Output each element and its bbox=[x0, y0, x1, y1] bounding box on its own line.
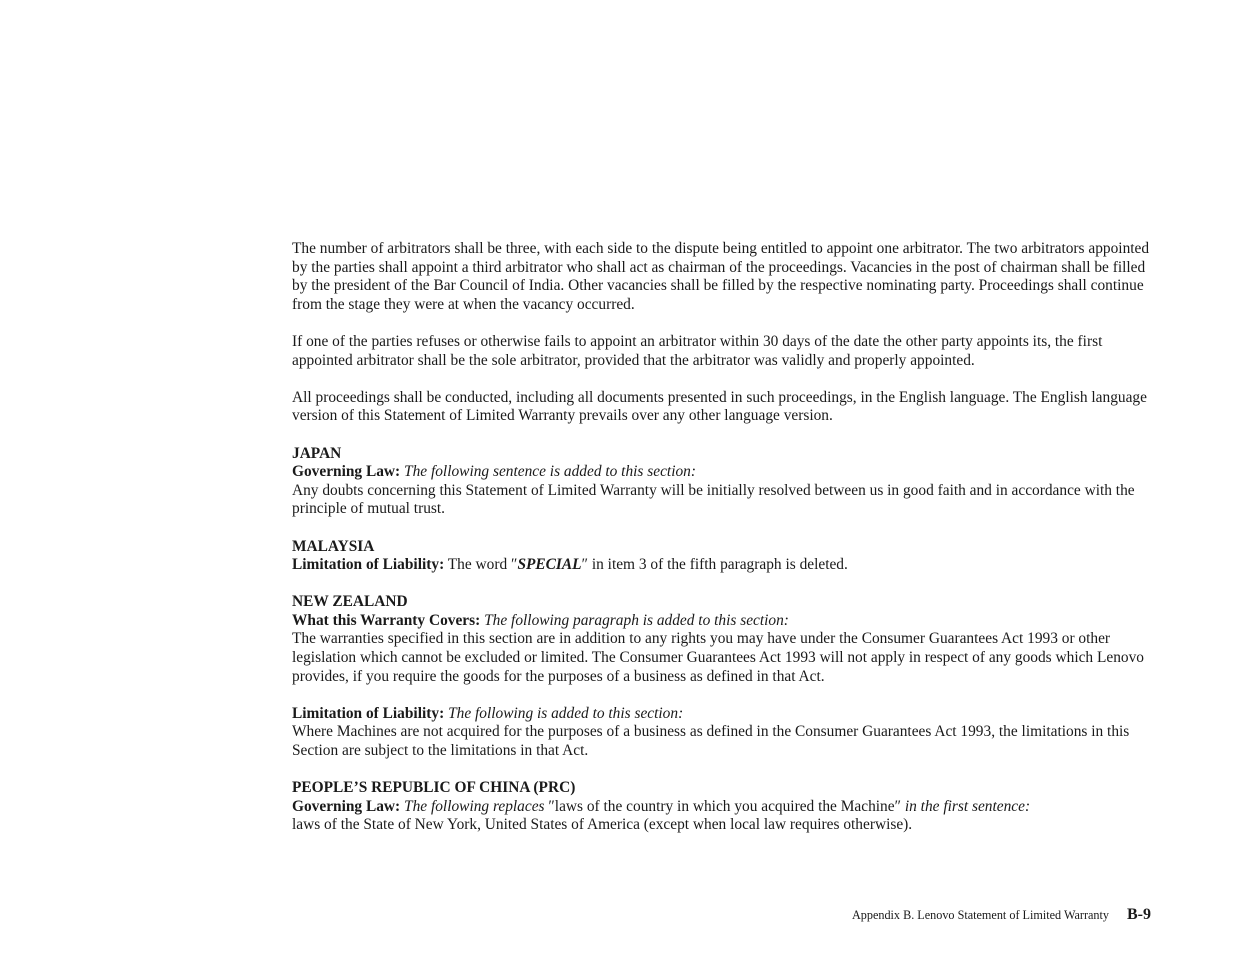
japan-governing-law bbox=[292, 463, 1152, 482]
malaysia-text-after: ″ in item 3 of the fifth paragraph is deleted. bbox=[581, 556, 848, 574]
japan-heading: JAPAN bbox=[292, 444, 342, 462]
malaysia-emphasis: SPECIAL bbox=[517, 556, 582, 574]
language-paragraph: All proceedings shall be conducted, including all documents presented in such proceedings, in the English language. The English language version of this Statement of Limited Warranty prevails over any other language version. bbox=[292, 388, 1147, 425]
nz-text-1: The warranties specified in this section are in addition to any rights you may have under the Consumer Guarantees Act 1993 or other legislation which cannot be excluded or limited. The Consumer Guarantees Act 1993 will not apply in respect of any goods which Lenovo provides, if you require the goods for the purposes of a business as defined in that Act. bbox=[292, 630, 1144, 685]
nz-text-2: Where Machines are not acquired for the purposes of a business as defined in the Consumer Guarantees Act 1993, the limitations in this Section are subject to the limitations in that Act. bbox=[292, 723, 1130, 760]
nz-label-1: What this Warranty Covers: bbox=[292, 611, 481, 629]
prc-note-a: The following replaces bbox=[404, 797, 549, 815]
malaysia-limitation bbox=[292, 556, 1152, 575]
page-footer bbox=[852, 906, 1151, 924]
page-number: B-9 bbox=[1127, 906, 1151, 923]
nz-note-2: The following is added to this section: bbox=[448, 704, 684, 722]
japan-note: The following sentence is added to this section: bbox=[404, 463, 696, 481]
prc-label: Governing Law: bbox=[292, 797, 401, 815]
prc-governing-law bbox=[292, 798, 1152, 817]
new-zealand-heading: NEW ZEALAND bbox=[292, 593, 408, 611]
malaysia-label: Limitation of Liability: bbox=[292, 556, 445, 574]
prc-quoted: ″laws of the country in which you acquired the Machine″ bbox=[548, 797, 901, 815]
japan-label: Governing Law: bbox=[292, 463, 401, 481]
nz-label-2: Limitation of Liability: bbox=[292, 704, 445, 722]
nz-warranty-covers bbox=[292, 612, 1152, 631]
japan-text: Any doubts concerning this Statement of Limited Warranty will be initially resolved between us in good faith and in accordance with the principle of mutual trust. bbox=[292, 481, 1135, 518]
prc-text: laws of the State of New York, United States of America (except when local law requires otherwise). bbox=[292, 816, 913, 834]
nz-limitation bbox=[292, 705, 1152, 724]
arbitrators-paragraph: The number of arbitrators shall be three, with each side to the dispute being entitled to appoint one arbitrator. The two arbitrators appointed by the parties shall appoint a third arbitrator who shall act as chairman of the proceedings. Vacancies in the post of chairman shall be filled by the president of the Bar Council of India. Other vacancies shall be filled by the respective nominating party. Proceedings shall continue from the stage they were at when the vacancy occurred. bbox=[292, 240, 1150, 313]
footer-title: Appendix B. Lenovo Statement of Limited Warranty bbox=[851, 908, 1109, 922]
nz-note-1: The following paragraph is added to this section: bbox=[484, 611, 789, 629]
malaysia-text-before: The word ″ bbox=[444, 556, 518, 574]
prc-note-b: in the first sentence: bbox=[901, 797, 1031, 815]
appointment-paragraph: If one of the parties refuses or otherwise fails to appoint an arbitrator within 30 days of the date the other party appoints its, the first appointed arbitrator shall be the sole arbitrator, provided that the arbitrator was validly and properly appointed. bbox=[292, 332, 1103, 369]
malaysia-heading: MALAYSIA bbox=[292, 537, 375, 555]
prc-heading: PEOPLE’S REPUBLIC OF CHINA (PRC) bbox=[292, 779, 576, 797]
document-body bbox=[292, 240, 1152, 835]
